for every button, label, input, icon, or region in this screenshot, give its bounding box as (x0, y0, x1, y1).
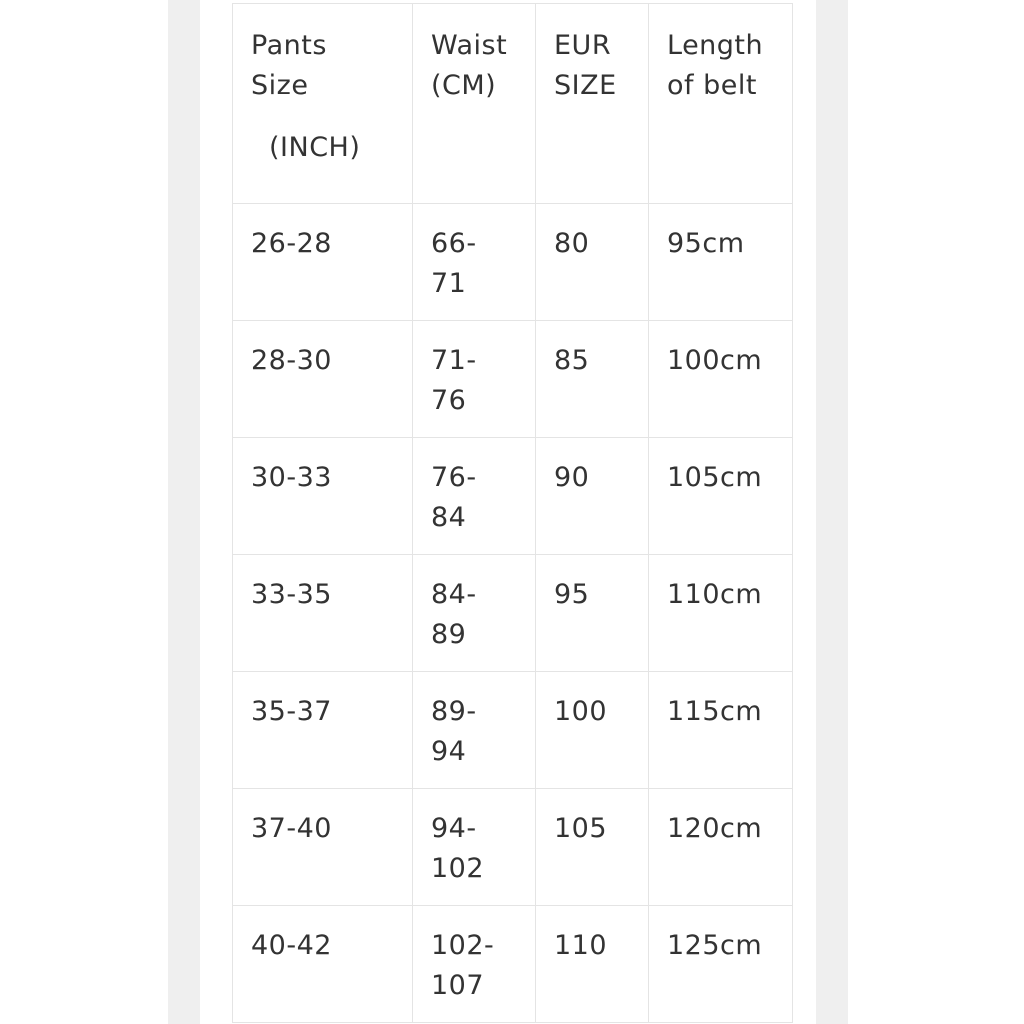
cell-text: 28-30 (251, 345, 332, 376)
cell-pants-size (233, 204, 413, 321)
cell-text: 89 (431, 619, 467, 650)
header-text: Size (251, 70, 309, 101)
cell-text: 84- (431, 579, 477, 610)
cell-text: 71- (431, 345, 477, 376)
header-text: Pants (251, 30, 327, 61)
table-row (233, 789, 793, 906)
header-belt-length (649, 4, 793, 204)
table-row (233, 555, 793, 672)
cell-pants-size (233, 555, 413, 672)
cell-text: 37-40 (251, 813, 332, 844)
header-text: (CM) (431, 70, 497, 101)
cell-text: 26-28 (251, 228, 332, 259)
header-waist (413, 4, 536, 204)
cell-waist (413, 672, 536, 789)
table-row (233, 672, 793, 789)
cell-text: 84 (431, 502, 467, 533)
size-chart-table (232, 3, 793, 1023)
cell-eur-size (536, 321, 649, 438)
table-row (233, 321, 793, 438)
cell-text: 40-42 (251, 930, 332, 961)
cell-belt-length (649, 789, 793, 906)
cell-text: 95cm (667, 228, 745, 259)
table-row (233, 204, 793, 321)
cell-waist (413, 438, 536, 555)
header-text: Length (667, 30, 764, 61)
cell-text: 102- (431, 930, 495, 961)
table-row (233, 438, 793, 555)
cell-belt-length (649, 906, 793, 1023)
cell-text: 95 (554, 579, 590, 610)
cell-text: 94 (431, 736, 467, 767)
cell-eur-size (536, 672, 649, 789)
cell-text: 125cm (667, 930, 763, 961)
cell-eur-size (536, 555, 649, 672)
cell-text: 100cm (667, 345, 763, 376)
cell-text: 105cm (667, 462, 763, 493)
cell-text: 89- (431, 696, 477, 727)
cell-text: 71 (431, 268, 467, 299)
cell-pants-size (233, 672, 413, 789)
cell-text: 76 (431, 385, 467, 416)
cell-text: 76- (431, 462, 477, 493)
cell-eur-size (536, 204, 649, 321)
cell-belt-length (649, 321, 793, 438)
cell-text: 100 (554, 696, 608, 727)
cell-pants-size (233, 789, 413, 906)
cell-text: 107 (431, 970, 485, 1001)
cell-text: 105 (554, 813, 608, 844)
cell-eur-size (536, 789, 649, 906)
cell-pants-size (233, 906, 413, 1023)
cell-eur-size (536, 906, 649, 1023)
cell-text: 115cm (667, 696, 763, 727)
cell-text: 110 (554, 930, 608, 961)
cell-text: 33-35 (251, 579, 332, 610)
cell-text: 102 (431, 853, 485, 884)
header-text: Waist (431, 30, 508, 61)
header-eur-size (536, 4, 649, 204)
cell-eur-size (536, 438, 649, 555)
table-row (233, 906, 793, 1023)
cell-pants-size (233, 438, 413, 555)
header-text: of belt (667, 70, 757, 101)
table-header-row (233, 4, 793, 204)
cell-text: 120cm (667, 813, 763, 844)
cell-text: 80 (554, 228, 590, 259)
header-text: SIZE (554, 70, 617, 101)
cell-belt-length (649, 438, 793, 555)
cell-belt-length (649, 204, 793, 321)
cell-waist (413, 906, 536, 1023)
cell-text: 85 (554, 345, 590, 376)
cell-waist (413, 555, 536, 672)
left-margin-band (168, 0, 200, 1024)
cell-text: 35-37 (251, 696, 332, 727)
cell-text: 94- (431, 813, 477, 844)
header-pants-size (233, 4, 413, 204)
cell-waist (413, 204, 536, 321)
cell-waist (413, 789, 536, 906)
cell-text: 66- (431, 228, 477, 259)
cell-text: 30-33 (251, 462, 332, 493)
right-margin-band (816, 0, 848, 1024)
cell-belt-length (649, 555, 793, 672)
header-text: EUR (554, 30, 612, 61)
cell-text: 110cm (667, 579, 763, 610)
header-unit: (INCH) (269, 132, 361, 163)
cell-pants-size (233, 321, 413, 438)
cell-waist (413, 321, 536, 438)
cell-belt-length (649, 672, 793, 789)
cell-text: 90 (554, 462, 590, 493)
